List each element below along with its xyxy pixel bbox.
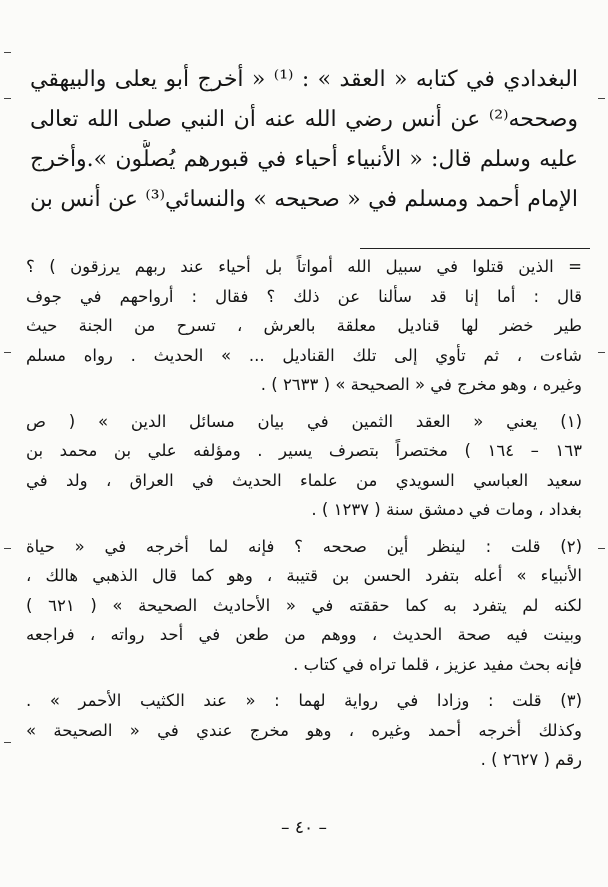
main-text-line: وصححه⁽²⁾ عن أنس رضي الله عنه أن النبي صلى الله تعالى — [30, 107, 578, 132]
margin-mark — [598, 98, 605, 99]
footnote-line: لكنه لم يتفرد به كما حققته في « الأحاديث الصحيحة » ( ٦٢١ ) — [26, 595, 582, 615]
footnote-line: الأنبياء » أعله بتفرد الحسن بن قتيبة ، وهو كما قال الذهبي هالك ، — [26, 566, 582, 585]
footnote-line: سعيد العباسي السويدي من علماء الحديث في العراق ، ولد في — [26, 470, 582, 490]
main-text-line: عليه وسلم قال: « الأنبياء أحياء في قبورهم يُصلُّون ».وأخرج — [30, 147, 578, 172]
footnote-line: طير خضر لها قناديل معلقة بالعرش ، تسرح من الجنة حيث — [26, 316, 582, 335]
margin-mark — [4, 98, 11, 99]
main-text-line: الإمام أحمد ومسلم في « صحيحه » والنسائي⁽³⁾ عن أنس بن — [30, 187, 578, 212]
margin-mark — [4, 742, 11, 743]
footnote-line: فإنه بحث مفيد عزيز ، قلما تراه في كتاب . — [293, 654, 582, 674]
footnote-line: وغيره ، وهو مخرج في « الصحيحة » ( ٢٦٣٣ ) . — [260, 375, 582, 394]
footnote-continuation — [26, 252, 582, 400]
main-text — [30, 60, 578, 220]
footnote-2 — [26, 532, 582, 680]
margin-mark — [4, 52, 11, 53]
footnote-line: = الذين قتلوا في سبيل الله أمواتاً بل أحياء عند ربهم يرزقون ) ؟ — [26, 257, 582, 276]
footnote-line: شاءت ، ثم تأوي إلى تلك القناديل ... » الحديث . رواه مسلم — [26, 345, 582, 365]
page-number: – ٤٠ – — [280, 818, 328, 838]
footnote-line: وبينت فيه صحة الحديث ، ووهم من طعن في أحد رواته ، فراجعه — [26, 625, 582, 644]
margin-mark — [598, 548, 605, 549]
footnote-line: (٢) قلت : لينظر أين صححه ؟ فإنه لما أخرجه في « حياة — [26, 536, 582, 556]
footnote-line: وكذلك أخرجه أحمد وغيره ، وهو مخرج عندي في « الصحيحة » — [26, 720, 582, 740]
footnote-3 — [26, 686, 582, 775]
footnote-line: (١) يعني « العقد الثمين في بيان مسائل الدين » ( ص — [26, 411, 582, 431]
footnote-line: رقم ( ٢٦٢٧ ) . — [480, 750, 582, 769]
margin-mark — [4, 352, 11, 353]
footnote-line: بغداد ، ومات في دمشق سنة ( ١٢٣٧ ) . — [311, 500, 582, 519]
main-text-line: البغدادي في كتابه « العقد » : ⁽¹⁾ « أخرج أبو يعلى والبيهقي — [30, 67, 578, 92]
footnotes — [26, 252, 582, 775]
footnote-1 — [26, 407, 582, 525]
footnote-separator — [360, 248, 590, 249]
footnote-line: ١٦٣ – ١٦٤ ) مختصراً بتصرف يسير . ومؤلفه علي بن محمد بن — [26, 441, 582, 460]
margin-mark — [598, 352, 605, 353]
margin-mark — [4, 548, 11, 549]
footnote-line: (٣) قلت : وزادا في رواية لهما : « عند الكثيب الأحمر » . — [26, 691, 582, 710]
footnote-line: قال : أما إنا قد سألنا عن ذلك ؟ فقال : أرواحهم في جوف — [26, 286, 582, 306]
